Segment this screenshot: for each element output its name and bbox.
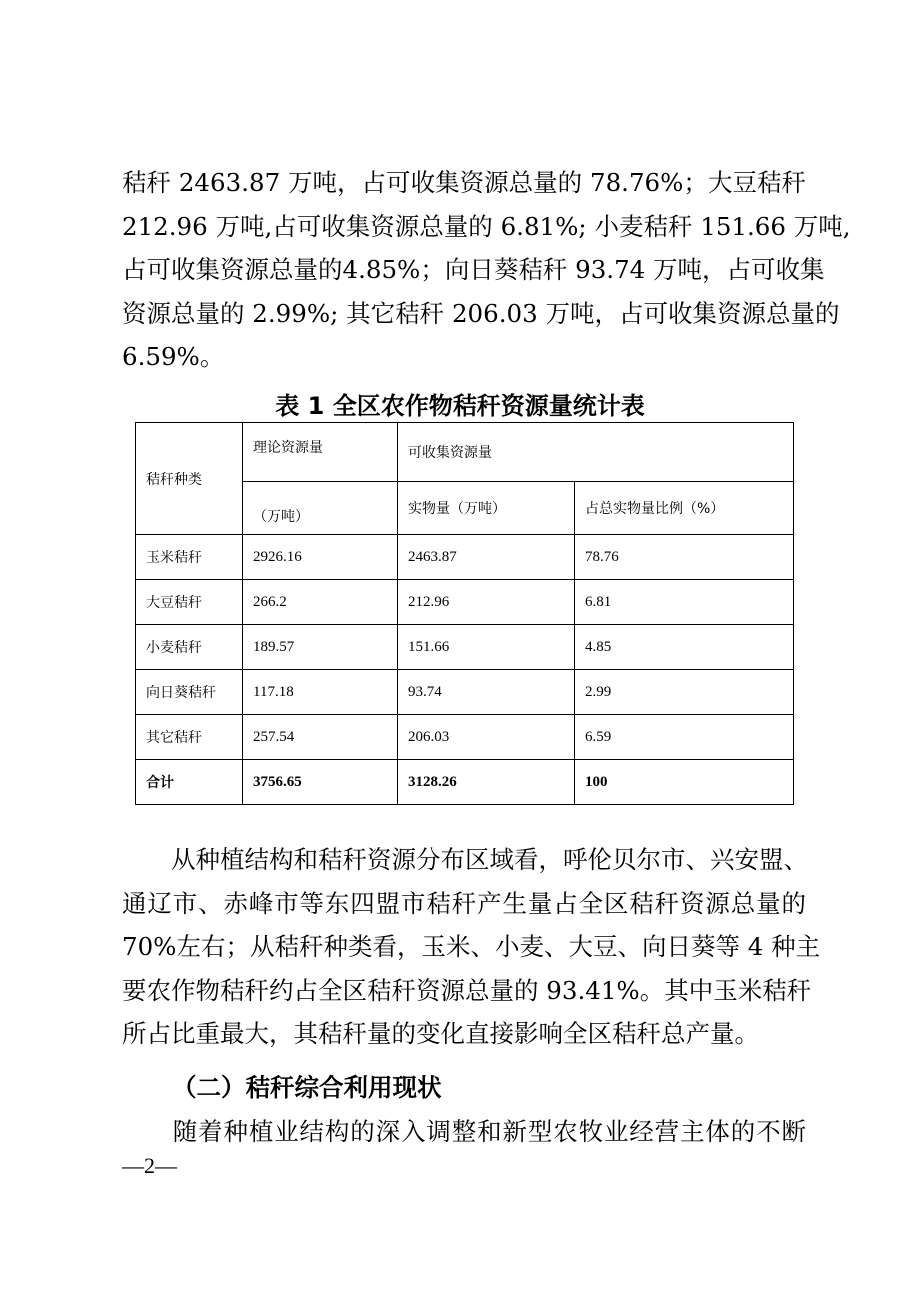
paragraph-line: 212.96 万吨,占可收集资源总量的 6.81%; 小麦秸秆 151.66 万吨, — [122, 211, 851, 241]
cell-total-label: 合计 — [136, 760, 243, 805]
cell-physical: 206.03 — [398, 715, 575, 760]
paragraph-line: 所占比重最大，其秸秆量的变化直接影响全区秸秆总产量。 — [122, 1019, 759, 1048]
paragraph-line: 70%左右；从秸秆种类看，玉米、小麦、大豆、向日葵等 4 种主 — [122, 932, 821, 961]
paragraph-middle — [122, 838, 821, 1056]
cell-theoretical: 266.2 — [243, 580, 398, 625]
header-collectable: 可收集资源量 — [398, 423, 794, 482]
cell-theoretical: 2926.16 — [243, 535, 398, 580]
paragraph-line: 要农作物秸秆约占全区秸秆资源总量的 93.41%。其中玉米秸秆 — [122, 975, 812, 1005]
cell-ratio: 4.85 — [575, 625, 794, 670]
cell-type: 其它秸秆 — [136, 715, 243, 760]
table-row — [136, 715, 794, 760]
paragraph-line: 6.59%。 — [122, 342, 225, 371]
paragraph-bottom — [122, 1110, 806, 1154]
paragraph-top — [122, 161, 851, 379]
paragraph-line: 从种植结构和秸秆资源分布区域看，呼伦贝尔市、兴安盟、 — [122, 845, 808, 874]
header-theoretical-unit: （万吨） — [243, 482, 398, 535]
header-ratio: 占总实物量比例（%） — [575, 482, 794, 535]
cell-type: 玉米秸秆 — [136, 535, 243, 580]
cell-ratio: 6.59 — [575, 715, 794, 760]
cell-theoretical: 117.18 — [243, 670, 398, 715]
table-header-row — [136, 423, 794, 482]
cell-type: 向日葵秸秆 — [136, 670, 243, 715]
cell-physical: 93.74 — [398, 670, 575, 715]
table-caption: 表 1 全区农作物秸秆资源量统计表 — [275, 392, 645, 420]
cell-type: 大豆秸秆 — [136, 580, 243, 625]
table-row — [136, 625, 794, 670]
cell-theoretical: 257.54 — [243, 715, 398, 760]
paragraph-line: 通辽市、赤峰市等东四盟市秸秆产生量占全区秸秆资源总量的 — [122, 888, 806, 918]
cell-ratio: 78.76 — [575, 535, 794, 580]
table-total-row — [136, 760, 794, 805]
table-row — [136, 580, 794, 625]
cell-ratio: 6.81 — [575, 580, 794, 625]
paragraph-line: 秸秆 2463.87 万吨，占可收集资源总量的 78.76%；大豆秸秆 — [122, 168, 806, 197]
paragraph-line: 占可收集资源总量的4.85%；向日葵秸秆 93.74 万吨，占可收集 — [122, 255, 825, 284]
cell-type: 小麦秸秆 — [136, 625, 243, 670]
cell-theoretical: 189.57 — [243, 625, 398, 670]
cell-physical: 2463.87 — [398, 535, 575, 580]
cell-total-ratio: 100 — [575, 760, 794, 805]
page-number: —2— — [122, 1153, 177, 1178]
table-row — [136, 535, 794, 580]
table-row — [136, 670, 794, 715]
paragraph-line: 随着种植业结构的深入调整和新型农牧业经营主体的不断 — [122, 1117, 806, 1146]
cell-physical: 151.66 — [398, 625, 575, 670]
cell-ratio: 2.99 — [575, 670, 794, 715]
cell-total-theoretical: 3756.65 — [243, 760, 398, 805]
straw-resource-table — [135, 422, 794, 805]
paragraph-line: 资源总量的 2.99%; 其它秸秆 206.03 万吨，占可收集资源总量的 — [122, 298, 840, 328]
header-theoretical: 理论资源量 — [243, 423, 398, 482]
cell-total-physical: 3128.26 — [398, 760, 575, 805]
header-straw-type: 秸秆种类 — [136, 423, 243, 535]
header-physical: 实物量（万吨） — [398, 482, 575, 535]
cell-physical: 212.96 — [398, 580, 575, 625]
section-heading: （二）秸秆综合利用现状 — [172, 1073, 442, 1102]
